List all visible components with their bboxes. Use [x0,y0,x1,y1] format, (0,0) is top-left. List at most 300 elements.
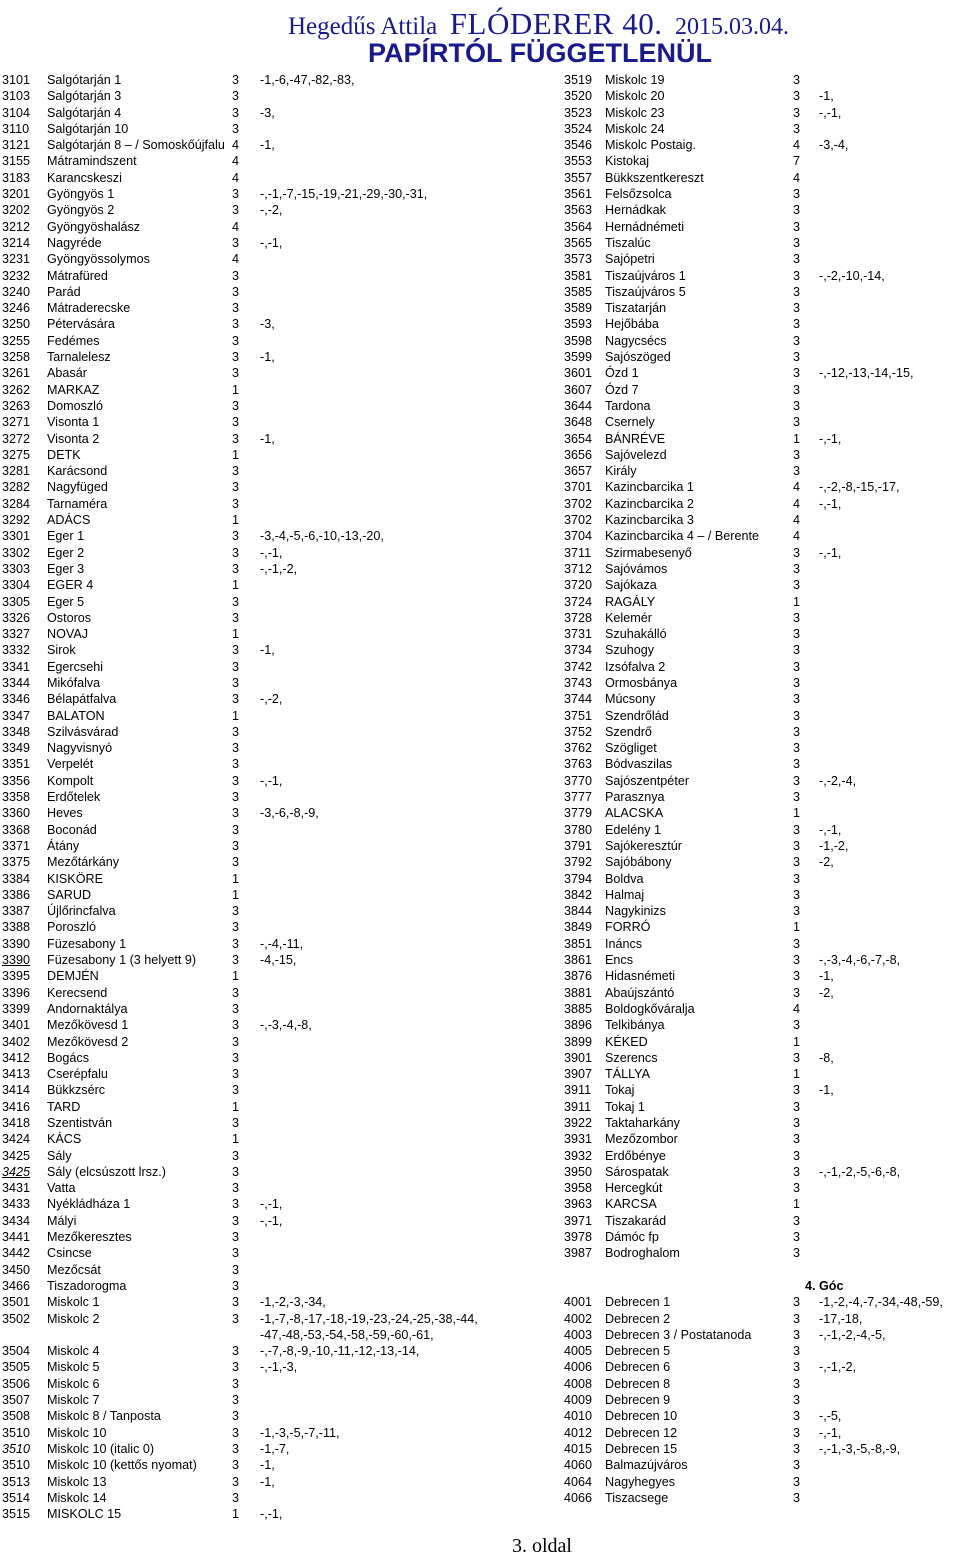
variants: -3,-4,-5,-6,-10,-13,-20, [260,529,384,544]
count: 3 [232,1474,240,1489]
list-row [562,431,960,447]
variants: -,-1,-3, [260,1360,298,1375]
list-row [0,626,560,642]
count: 3 [232,741,240,756]
list-row [0,952,560,968]
postcode: 3386 [2,887,31,902]
variants: -,-2, [260,203,283,218]
count: 3 [232,1050,240,1065]
list-row [0,1245,560,1261]
list-row [0,398,560,414]
place-name: Eger 5 [47,594,85,609]
postcode: 3502 [2,1311,31,1326]
postcode: 3654 [564,431,593,446]
list-row [562,1392,960,1408]
count: 1 [793,1197,801,1212]
place-name: Kistokaj [605,154,650,169]
list-row [562,447,960,463]
list-row [0,333,560,349]
place-name: Balmazújváros [605,1458,688,1473]
count: 3 [793,1311,801,1326]
postcode: 3450 [2,1262,31,1277]
list-row [0,708,560,724]
list-row [0,1262,560,1278]
count: 3 [793,757,801,772]
postcode: 3599 [564,350,593,365]
count: 3 [793,1230,801,1245]
list-row [562,1229,960,1245]
postcode: 4064 [564,1474,593,1489]
postcode: 3581 [564,268,593,283]
count: 3 [232,317,240,332]
postcode: 3720 [564,578,593,593]
count: 1 [793,920,801,935]
list-row [562,137,960,153]
variants: -,-1, [819,1425,842,1440]
variants: -,-1,-2,-5,-6,-8, [819,1164,901,1179]
place-name: Nagyhegyes [605,1474,676,1489]
postcode: 3601 [564,366,593,381]
place-name: Szendrőlád [605,708,669,723]
place-name: Salgótarján 8 – / Somoskőújfalu [47,138,225,153]
place-name: TÁLLYA [605,1067,651,1082]
list-row [0,121,560,137]
postcode: 3899 [564,1034,593,1049]
list-row [0,88,560,104]
list-row [0,251,560,267]
postcode: 3711 [564,545,592,560]
place-name: Kazincbarcika 2 [605,496,694,511]
count: 3 [793,561,801,576]
place-name: MISKOLC 15 [47,1507,122,1522]
list-row [562,724,960,740]
place-name: Eger 1 [47,529,85,544]
place-name: Tiszadorogma [47,1278,127,1293]
postcode: 3557 [564,170,593,185]
place-name: Boldogkőváralja [605,1001,695,1016]
postcode: 3564 [564,219,593,234]
count: 3 [232,89,240,104]
place-name: Erdőtelek [47,790,101,805]
variants: -,-2,-8,-15,-17, [819,480,900,495]
postcode: 4002 [564,1311,593,1326]
count: 1 [232,1507,240,1522]
count: 4 [232,154,240,169]
count: 3 [232,1295,240,1310]
list-row [562,1131,960,1147]
list-row [562,219,960,235]
postcode: 3399 [2,1001,31,1016]
postcode: 3103 [2,89,31,104]
list-row [562,479,960,495]
postcode: 4005 [564,1344,593,1359]
list-row [562,1359,960,1375]
place-name: Salgótarján 4 [47,105,122,120]
postcode: 3743 [564,675,593,690]
postcode: 3258 [2,350,31,365]
count: 1 [232,1132,240,1147]
variants: -17,-18, [819,1311,863,1326]
count: 3 [232,1425,240,1440]
place-name: Miskolc 20 [605,89,665,104]
list-row [0,577,560,593]
count: 3 [232,822,240,837]
list-row [562,691,960,707]
postcode: 3418 [2,1116,31,1130]
variants: -1, [260,643,275,658]
list-row [562,121,960,137]
postcode: 3292 [2,513,31,528]
place-name: Pétervására [47,317,115,332]
place-name: Füzesabony 1 (3 helyett 9) [47,953,197,968]
count: 3 [232,985,240,1000]
variants: -,-1, [260,235,283,250]
count: 3 [232,431,240,446]
postcode: 3524 [564,121,593,136]
place-name: Sajókeresztúr [605,838,682,853]
postcode: 3305 [2,594,31,609]
count: 3 [232,1116,240,1130]
right-column-list [562,72,960,1506]
postcode: 3413 [2,1067,31,1082]
place-name: Taktaharkány [605,1116,680,1130]
postcode: 3763 [564,757,593,772]
left-column-list [0,72,560,1522]
postcode: 3844 [564,904,593,919]
variants: -,-1, [260,773,283,788]
postcode: 3348 [2,724,31,739]
list-row [562,268,960,284]
count: 3 [793,822,801,837]
postcode: 3573 [564,252,593,267]
count: 3 [793,790,801,805]
variants: -1, [819,969,834,984]
postcode: 3232 [2,268,31,283]
count: 3 [793,659,801,674]
place-name: Miskolc 2 [47,1311,100,1326]
count: 4 [232,252,240,267]
list-row [562,936,960,952]
count: 3 [232,545,240,560]
count: 3 [232,187,240,202]
place-name: Domoszló [47,398,103,413]
postcode: 3876 [564,969,593,984]
place-name: Karácsond [47,464,108,479]
count: 3 [232,1458,240,1473]
postcode: 3561 [564,187,593,202]
variants: -,-1,-2,-4,-5, [819,1327,886,1342]
list-row [0,316,560,332]
list-row [0,1115,560,1131]
postcode: 3349 [2,741,31,756]
postcode: 3341 [2,659,31,674]
postcode: 4008 [564,1376,593,1391]
list-row [562,887,960,903]
count: 3 [232,121,240,136]
place-name: FORRÓ [605,920,651,935]
list-row [562,1327,960,1343]
count: 3 [793,1409,801,1424]
count: 3 [793,1327,801,1342]
place-name: Nagycsécs [605,333,667,348]
postcode: 3770 [564,773,593,788]
list-row [0,300,560,316]
place-name: Mezőcsát [47,1262,101,1277]
list-row [562,610,960,626]
list-row [562,1196,960,1212]
list-row [562,512,960,528]
postcode: 3546 [564,138,593,153]
postcode: 3780 [564,822,593,837]
list-row [562,1164,960,1180]
count: 3 [232,1213,240,1228]
list-row [562,170,960,186]
postcode: 3302 [2,545,31,560]
list-row [562,708,960,724]
place-name: Karancskeszi [47,170,122,185]
place-name: Tarnaméra [47,496,108,511]
postcode: 3704 [564,529,593,544]
list-row [0,919,560,935]
place-name: Debrecen 3 / Postatanoda [605,1327,752,1342]
place-name: Miskolc 13 [47,1474,107,1489]
count: 4 [793,513,801,528]
place-name: Miskolc 10 (kettős nyomat) [47,1458,197,1473]
place-name: EGER 4 [47,578,94,593]
list-row [562,1294,960,1310]
count: 4 [793,496,801,511]
list-row [562,1180,960,1196]
list-row [562,251,960,267]
variants: -1,-6,-47,-82,-83, [260,73,355,87]
place-name: Sály (elcsúszott lrsz.) [47,1164,166,1179]
list-row [0,1034,560,1050]
count: 1 [793,1067,801,1082]
postcode: 4003 [564,1327,593,1342]
postcode: 3762 [564,741,593,756]
count: 3 [793,284,801,299]
postcode: 3255 [2,333,31,348]
variants: -,-1, [260,1507,283,1522]
postcode: 3271 [2,415,31,430]
count: 3 [232,1181,240,1196]
postcode: 3508 [2,1409,31,1424]
list-row [562,414,960,430]
postcode: 3284 [2,496,31,511]
postcode: 4060 [564,1458,593,1473]
list-row [0,822,560,838]
postcode: 3442 [2,1246,31,1261]
count: 3 [232,284,240,299]
place-name: Debrecen 1 [605,1295,671,1310]
place-name: Szuhakálló [605,627,667,642]
place-name: Egercsehi [47,659,104,674]
count: 4 [232,219,240,234]
place-name: Fedémes [47,333,100,348]
page-number: 3. oldal [512,1535,572,1557]
count: 3 [232,1360,240,1375]
list-row [0,414,560,430]
list-row [562,528,960,544]
list-row [0,887,560,903]
variants: -3, [260,105,275,120]
count: 3 [232,838,240,853]
count: 3 [232,301,240,316]
list-row [0,691,560,707]
count: 3 [232,1311,240,1326]
count: 3 [793,904,801,919]
place-name: Abaújszántó [605,985,675,1000]
count: 3 [232,1246,240,1261]
list-row [0,854,560,870]
place-name: Mezőkeresztes [47,1230,132,1245]
count: 3 [793,1132,801,1147]
postcode: 3593 [564,317,593,332]
count: 3 [793,317,801,332]
variants: -1,-7, [260,1441,290,1456]
place-name: Miskolc 14 [47,1490,107,1505]
list-row [562,1245,960,1261]
postcode: 3275 [2,447,31,462]
count: 3 [793,838,801,853]
list-row [562,1213,960,1229]
variants: -1,-2, [819,838,849,853]
place-name: Debrecen 6 [605,1360,671,1375]
place-name: Debrecen 15 [605,1441,678,1456]
place-name: Dámóc fp [605,1230,659,1245]
place-name: Sajóvelezd [605,447,667,462]
count: 3 [232,1409,240,1424]
postcode: 3519 [564,73,593,87]
place-name: Tarnalelesz [47,350,111,365]
list-row [0,789,560,805]
postcode: 3346 [2,692,31,707]
postcode: 3656 [564,447,593,462]
place-name: Sajószentpéter [605,773,690,788]
postcode: 3303 [2,561,31,576]
place-name: Tokaj 1 [605,1099,645,1114]
list-row [0,382,560,398]
list-row [562,1066,960,1082]
list-row [0,561,560,577]
postcode: 4009 [564,1393,593,1408]
count: 3 [793,855,801,870]
place-name: NOVAJ [47,627,89,642]
place-name: Múcsony [605,692,656,707]
list-row [562,1099,960,1115]
count: 1 [232,871,240,886]
postcode: 3396 [2,985,31,1000]
count: 3 [793,708,801,723]
place-name: RAGÁLY [605,594,656,609]
place-name: Bükkszentkereszt [605,170,704,185]
count: 3 [793,643,801,658]
list-row [0,1229,560,1245]
list-row [562,854,960,870]
count: 3 [232,1001,240,1016]
place-name: Salgótarján 3 [47,89,122,104]
place-name: SARUD [47,887,92,902]
postcode: 3183 [2,170,31,185]
list-row [562,202,960,218]
variants: -8, [819,1050,834,1065]
list-row [0,594,560,610]
list-row [0,1278,560,1294]
list-row [0,936,560,952]
postcode: 3520 [564,89,593,104]
document-title: FLÓDERER 40. [449,6,663,41]
count: 3 [793,985,801,1000]
list-row [562,186,960,202]
list-row [0,137,560,153]
place-name: Tiszaújváros 5 [605,284,686,299]
count: 1 [232,382,240,397]
postcode: 3201 [2,187,31,202]
place-name: Miskolc 23 [605,105,665,120]
count: 3 [232,936,240,951]
count: 3 [232,757,240,772]
place-name: Debrecen 12 [605,1425,678,1440]
place-name: Miskolc Postaig. [605,138,696,153]
postcode: 3701 [564,480,593,495]
list-row [0,1017,560,1033]
list-row [562,1343,960,1359]
place-name: Szuhogy [605,643,655,658]
list-row [562,626,960,642]
list-row [0,740,560,756]
list-row [0,219,560,235]
postcode: 3371 [2,838,31,853]
postcode: 3563 [564,203,593,218]
count: 1 [232,513,240,528]
variants: -1, [260,138,275,153]
place-name: Szirmabesenyő [605,545,692,560]
count: 1 [232,447,240,462]
postcode: 3510 [2,1425,31,1440]
list-row [0,675,560,691]
postcode: 3347 [2,708,31,723]
postcode: 3506 [2,1376,31,1391]
postcode: 3702 [564,513,593,528]
place-name: Visonta 1 [47,415,100,430]
list-row [562,316,960,332]
count: 3 [232,529,240,544]
list-row [0,545,560,561]
list-row [562,284,960,300]
count: 3 [793,1458,801,1473]
count: 3 [793,1246,801,1261]
list-row [562,1034,960,1050]
place-name: Tiszacsege [605,1490,669,1505]
count: 3 [232,610,240,625]
postcode: 3515 [2,1507,31,1522]
variants: -1, [260,1474,275,1489]
postcode: 3424 [2,1132,31,1147]
place-name: Kazincbarcika 3 [605,513,694,528]
count: 3 [232,692,240,707]
list-row [562,1001,960,1017]
place-name: Miskolc 24 [605,121,665,136]
postcode: 3842 [564,887,593,902]
postcode: 3282 [2,480,31,495]
list-row [0,1343,560,1359]
postcode: 3901 [564,1050,593,1065]
place-name: Telkibánya [605,1018,665,1033]
count: 3 [793,675,801,690]
place-name: Hernádnémeti [605,219,685,234]
place-name: Sajóvámos [605,561,668,576]
count: 3 [793,578,801,593]
